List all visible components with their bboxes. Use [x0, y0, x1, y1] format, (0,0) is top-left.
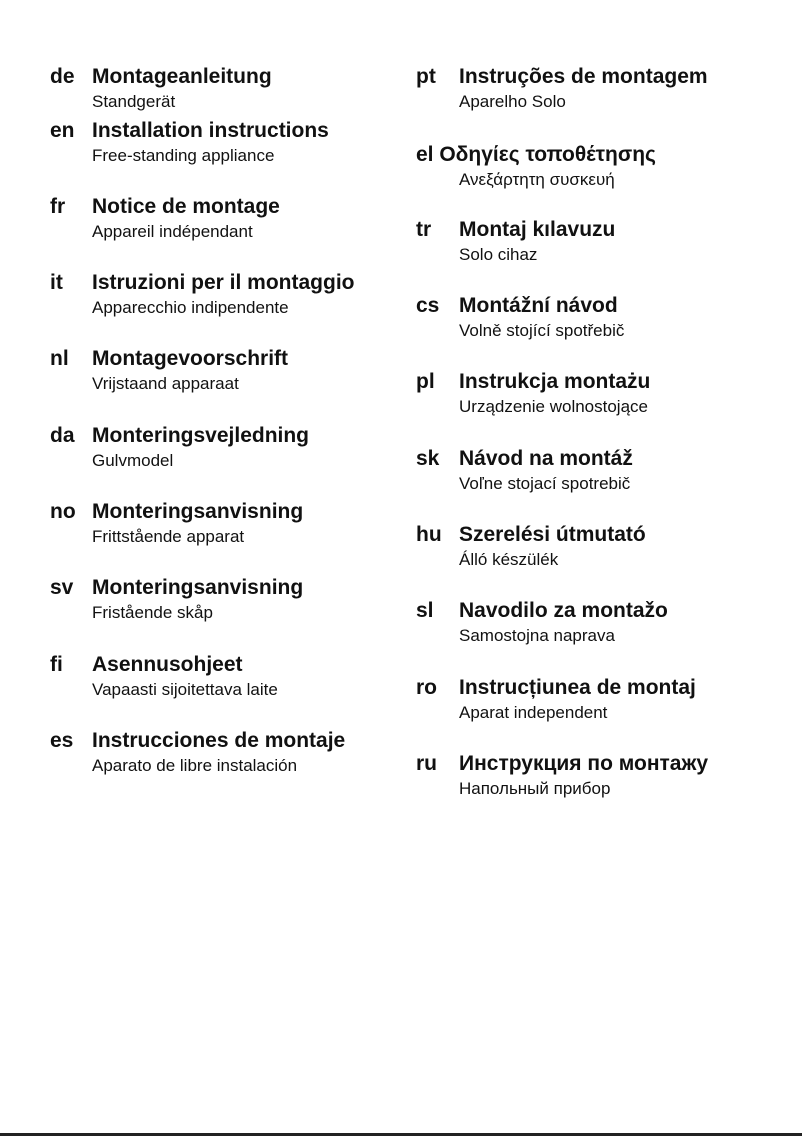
language-code: sv — [50, 576, 74, 599]
appliance-subtitle: Напольный прибор — [459, 779, 611, 798]
instruction-title: Installation instructions — [92, 119, 329, 142]
language-code: sl — [416, 599, 434, 622]
instruction-title: Navodilo za montažo — [459, 599, 668, 622]
instruction-title: Instrucțiunea de montaj — [459, 676, 696, 699]
appliance-subtitle: Álló készülék — [459, 550, 559, 569]
appliance-subtitle: Apparecchio indipendente — [92, 298, 289, 317]
appliance-subtitle: Appareil indépendant — [92, 222, 253, 241]
instruction-title: Montagevoorschrift — [92, 347, 289, 370]
appliance-subtitle: Aparato de libre instalación — [92, 756, 298, 775]
language-code: cs — [416, 294, 440, 317]
instruction-title: Notice de montage — [92, 195, 280, 218]
instruction-title: el Οδηγίες τοποθέτησης — [416, 143, 656, 166]
appliance-subtitle: Vrijstaand apparaat — [92, 374, 239, 393]
appliance-subtitle: Ανεξάρτητη συσκευή — [459, 170, 615, 189]
language-code: es — [50, 729, 74, 752]
language-code: it — [50, 271, 63, 294]
instruction-title: Monteringsanvisning — [92, 576, 304, 599]
appliance-subtitle: Frittstående apparat — [92, 527, 245, 546]
language-code: en — [50, 119, 75, 142]
instruction-title: Instrucciones de montaje — [92, 729, 346, 752]
language-code: nl — [50, 347, 69, 370]
appliance-subtitle: Volně stojící spotřebič — [459, 321, 625, 340]
instruction-title: Monteringsvejledning — [92, 424, 310, 447]
instruction-title: Инструкция по монтажу — [459, 752, 709, 775]
appliance-subtitle: Urządzenie wolnostojące — [459, 397, 648, 416]
language-code: ro — [416, 676, 437, 699]
instruction-title: Montageanleitung — [92, 65, 272, 88]
language-code: ru — [416, 752, 437, 775]
instruction-title: Návod na montáž — [459, 447, 633, 470]
appliance-subtitle: Voľne stojací spotrebič — [459, 474, 631, 493]
instruction-title: Istruzioni per il montaggio — [92, 271, 355, 294]
appliance-subtitle: Aparelho Solo — [459, 92, 566, 111]
instruction-title: Montážní návod — [459, 294, 618, 317]
language-code: fi — [50, 653, 63, 676]
language-code: pt — [416, 65, 436, 88]
instruction-title: Asennusohjeet — [92, 653, 243, 676]
language-code: da — [50, 424, 75, 447]
appliance-subtitle: Aparat independent — [459, 703, 608, 722]
instruction-title: Instruções de montagem — [459, 65, 708, 88]
instruction-title: Monteringsanvisning — [92, 500, 304, 523]
language-code: fr — [50, 195, 66, 218]
appliance-subtitle: Solo cihaz — [459, 245, 538, 264]
appliance-subtitle: Gulvmodel — [92, 451, 174, 470]
language-code: hu — [416, 523, 442, 546]
language-code: no — [50, 500, 76, 523]
appliance-subtitle: Samostojna naprava — [459, 626, 615, 645]
appliance-subtitle: Fristående skåp — [92, 603, 213, 622]
language-code: de — [50, 65, 75, 88]
language-code: pl — [416, 370, 435, 393]
appliance-subtitle: Free-standing appliance — [92, 146, 275, 165]
instruction-title: Montaj kılavuzu — [459, 218, 616, 241]
instruction-title: Szerelési útmutató — [459, 523, 646, 546]
appliance-subtitle: Vapaasti sijoitettava laite — [92, 680, 278, 699]
language-code: sk — [416, 447, 440, 470]
appliance-subtitle: Standgerät — [92, 92, 176, 111]
language-code: tr — [416, 218, 432, 241]
instruction-title: Instrukcja montażu — [459, 370, 651, 393]
